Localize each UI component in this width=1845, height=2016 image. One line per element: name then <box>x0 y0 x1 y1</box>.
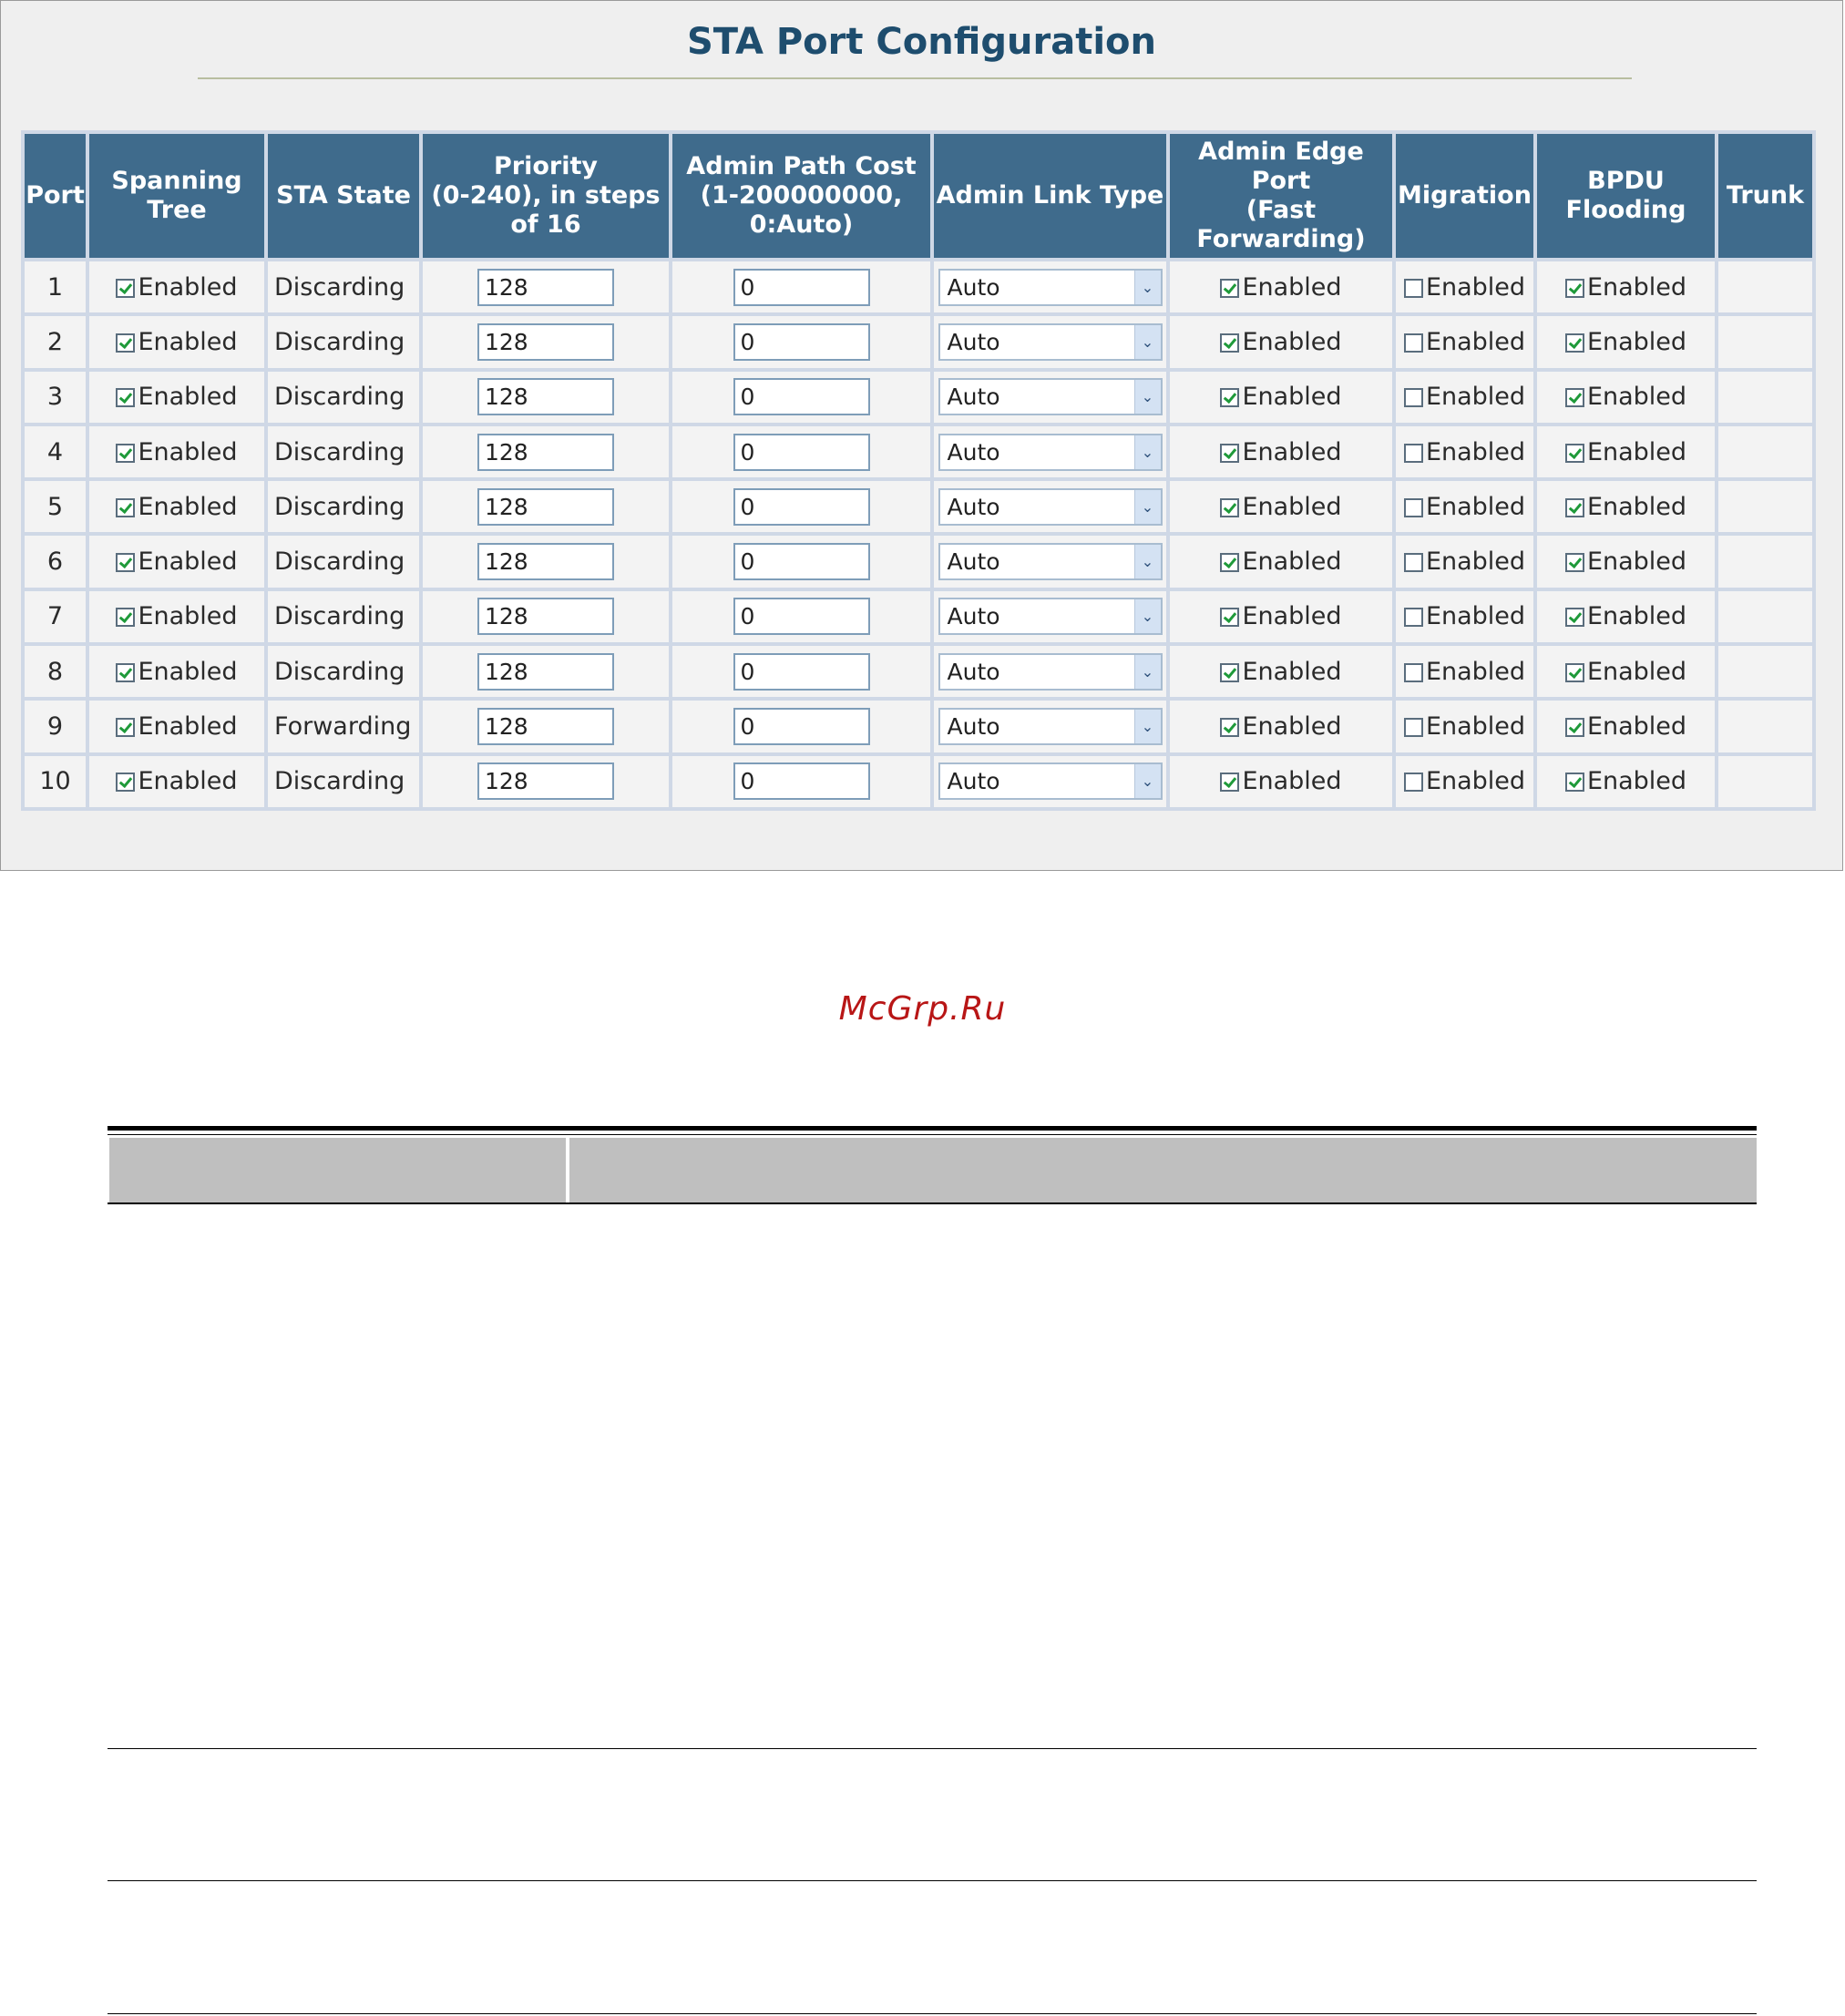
spanning-tree-cell <box>89 591 264 642</box>
path-cost-cell <box>672 591 930 642</box>
bpdu-flooding-cell <box>1537 591 1715 642</box>
link-type-select[interactable] <box>938 543 1163 580</box>
checkbox-icon[interactable] <box>1220 498 1239 517</box>
trunk-cell <box>1718 756 1812 807</box>
link-type-select[interactable] <box>938 708 1163 745</box>
link-type-value: Auto <box>947 328 1000 355</box>
port-cell: 8 <box>25 646 86 697</box>
checkbox-label: Enabled <box>1425 767 1526 796</box>
bpdu-flooding-cell <box>1537 261 1715 312</box>
path-cost-cell <box>672 316 930 367</box>
path-cost-input[interactable]: 0 <box>733 708 870 745</box>
checkbox-label: Enabled <box>138 437 238 466</box>
priority-input[interactable]: 128 <box>477 598 614 635</box>
checkbox-label: Enabled <box>1242 712 1342 742</box>
checkbox-label: Enabled <box>1425 712 1526 742</box>
checkbox-icon[interactable] <box>1220 333 1239 353</box>
checkbox-icon[interactable] <box>1404 498 1423 517</box>
path-cost-input[interactable]: 0 <box>733 378 870 415</box>
link-type-select[interactable] <box>938 323 1163 361</box>
port-cell: 5 <box>25 481 86 532</box>
checkbox-icon[interactable] <box>1565 773 1584 792</box>
column-header <box>25 134 86 258</box>
checkbox-icon[interactable] <box>1404 608 1423 627</box>
path-cost-input[interactable]: 0 <box>733 488 870 526</box>
edge-port-cell <box>1170 536 1392 587</box>
link-type-cell <box>934 701 1166 752</box>
chevron-down-icon[interactable]: ⌄ <box>1134 435 1161 469</box>
trunk-cell <box>1718 701 1812 752</box>
table-row <box>25 756 1812 807</box>
priority-cell <box>423 756 669 807</box>
checkbox-label: Enabled <box>1425 547 1526 577</box>
checkbox-label: Enabled <box>138 657 238 686</box>
sta-state-cell: Forwarding <box>268 701 419 752</box>
checkbox-label: Enabled <box>1242 657 1342 686</box>
bpdu-flooding-cell <box>1537 646 1715 697</box>
column-header-line: BPDU <box>1587 167 1665 195</box>
link-type-value: Auto <box>947 438 1000 466</box>
port-cell: 9 <box>25 701 86 752</box>
checkbox-label: Enabled <box>1586 327 1687 356</box>
port-cell: 2 <box>25 316 86 367</box>
edge-port-cell <box>1170 701 1392 752</box>
checkbox-label: Enabled <box>1586 437 1687 466</box>
link-type-select[interactable] <box>938 653 1163 691</box>
checkbox-icon[interactable] <box>1220 608 1239 627</box>
checkbox-icon[interactable] <box>116 279 135 298</box>
trunk-cell <box>1718 316 1812 367</box>
checkbox-label: Enabled <box>138 712 238 742</box>
column-header-line: Port <box>1251 167 1311 195</box>
checkbox-icon[interactable] <box>1565 608 1584 627</box>
migration-cell <box>1396 426 1533 477</box>
link-type-cell <box>934 426 1166 477</box>
priority-input[interactable]: 128 <box>477 708 614 745</box>
edge-port-cell <box>1170 316 1392 367</box>
title-divider <box>198 77 1632 79</box>
priority-input[interactable]: 128 <box>477 434 614 471</box>
column-header <box>1718 134 1812 258</box>
trunk-cell <box>1718 261 1812 312</box>
sta-state-cell: Discarding <box>268 756 419 807</box>
trunk-cell <box>1718 372 1812 423</box>
checkbox-icon[interactable] <box>1220 444 1239 463</box>
checkbox-label: Enabled <box>1242 602 1342 631</box>
bpdu-flooding-cell <box>1537 426 1715 477</box>
column-header-line: Trunk <box>1726 181 1805 210</box>
path-cost-cell <box>672 646 930 697</box>
checkbox-icon[interactable] <box>116 773 135 792</box>
priority-input[interactable]: 128 <box>477 323 614 361</box>
checkbox-label: Enabled <box>1242 492 1342 521</box>
trunk-cell <box>1718 646 1812 697</box>
checkbox-label: Enabled <box>1242 437 1342 466</box>
checkbox-label: Enabled <box>138 272 238 302</box>
path-cost-cell <box>672 372 930 423</box>
column-header-line: Priority <box>494 152 598 180</box>
spanning-tree-cell <box>89 756 264 807</box>
table-row <box>25 261 1812 312</box>
migration-cell <box>1396 591 1533 642</box>
table-row <box>25 372 1812 423</box>
column-header <box>1170 134 1392 258</box>
link-type-value: Auto <box>947 658 1000 685</box>
checkbox-icon[interactable] <box>116 553 135 572</box>
checkbox-label: Enabled <box>1586 602 1687 631</box>
column-header <box>1537 134 1715 258</box>
edge-port-cell <box>1170 756 1392 807</box>
path-cost-input[interactable]: 0 <box>733 598 870 635</box>
column-header-line: (1-200000000, <box>700 181 903 210</box>
path-cost-cell <box>672 756 930 807</box>
doc-table-top-rule-thin <box>108 1134 1757 1135</box>
path-cost-cell <box>672 481 930 532</box>
migration-cell <box>1396 261 1533 312</box>
doc-table-row-divider <box>108 2013 1757 2014</box>
checkbox-label: Enabled <box>1425 383 1526 412</box>
checkbox-label: Enabled <box>1242 767 1342 796</box>
table-row <box>25 646 1812 697</box>
table-row <box>25 481 1812 532</box>
edge-port-cell <box>1170 261 1392 312</box>
link-type-cell <box>934 261 1166 312</box>
column-header-line: (Fast <box>1245 196 1317 224</box>
doc-table-header-rule <box>108 1202 1757 1204</box>
priority-input[interactable]: 128 <box>477 762 614 800</box>
sta-state-cell: Discarding <box>268 316 419 367</box>
spanning-tree-cell <box>89 372 264 423</box>
path-cost-input[interactable]: 0 <box>733 269 870 306</box>
priority-input[interactable]: 128 <box>477 653 614 691</box>
column-header <box>934 134 1166 258</box>
checkbox-label: Enabled <box>138 492 238 521</box>
link-type-cell <box>934 481 1166 532</box>
path-cost-input[interactable]: 0 <box>733 434 870 471</box>
table-body <box>25 261 1812 807</box>
column-header <box>268 134 419 258</box>
checkbox-icon[interactable] <box>1220 279 1239 298</box>
checkbox-icon[interactable] <box>116 608 135 627</box>
chevron-down-icon[interactable]: ⌄ <box>1134 325 1161 359</box>
checkbox-label: Enabled <box>1425 657 1526 686</box>
path-cost-cell <box>672 426 930 477</box>
checkbox-label: Enabled <box>1425 327 1526 356</box>
port-cell: 1 <box>25 261 86 312</box>
column-header <box>1396 134 1533 258</box>
checkbox-label: Enabled <box>1586 767 1687 796</box>
checkbox-icon[interactable] <box>1404 444 1423 463</box>
trunk-cell <box>1718 426 1812 477</box>
chevron-down-icon[interactable]: ⌄ <box>1134 599 1161 633</box>
edge-port-cell <box>1170 591 1392 642</box>
priority-input[interactable]: 128 <box>477 488 614 526</box>
bpdu-flooding-cell <box>1537 756 1715 807</box>
doc-header-cell-description <box>569 1138 1757 1202</box>
link-type-value: Auto <box>947 493 1000 520</box>
link-type-cell <box>934 372 1166 423</box>
priority-input[interactable]: 128 <box>477 269 614 306</box>
table-row <box>25 536 1812 587</box>
path-cost-input[interactable]: 0 <box>733 762 870 800</box>
path-cost-cell <box>672 536 930 587</box>
migration-cell <box>1396 536 1533 587</box>
column-header-line: Admin Edge <box>1198 138 1364 166</box>
path-cost-input[interactable]: 0 <box>733 323 870 361</box>
watermark-text: McGrp.Ru <box>838 990 1007 1028</box>
bpdu-flooding-cell <box>1537 316 1715 367</box>
checkbox-icon[interactable] <box>1220 773 1239 792</box>
port-cell: 4 <box>25 426 86 477</box>
sta-state-cell: Discarding <box>268 261 419 312</box>
checkbox-label: Enabled <box>1586 712 1687 742</box>
column-header-line: Admin Link Type <box>936 181 1164 210</box>
column-header <box>89 134 264 258</box>
checkbox-icon[interactable] <box>1565 553 1584 572</box>
column-header <box>423 134 669 258</box>
table-row <box>25 316 1812 367</box>
checkbox-label: Enabled <box>1242 547 1342 577</box>
checkbox-label: Enabled <box>138 383 238 412</box>
spanning-tree-cell <box>89 646 264 697</box>
path-cost-cell <box>672 261 930 312</box>
checkbox-label: Enabled <box>138 767 238 796</box>
link-type-select[interactable] <box>938 488 1163 526</box>
checkbox-label: Enabled <box>1425 437 1526 466</box>
port-cell: 7 <box>25 591 86 642</box>
port-cell: 6 <box>25 536 86 587</box>
column-header-line: Port <box>26 181 85 210</box>
checkbox-icon[interactable] <box>1565 279 1584 298</box>
trunk-cell <box>1718 536 1812 587</box>
doc-table-top-rule <box>108 1126 1757 1131</box>
link-type-value: Auto <box>947 273 1000 301</box>
migration-cell <box>1396 646 1533 697</box>
column-header-line: STA State <box>276 181 411 210</box>
migration-cell <box>1396 316 1533 367</box>
priority-cell <box>423 316 669 367</box>
path-cost-cell <box>672 701 930 752</box>
link-type-value: Auto <box>947 384 1000 411</box>
chevron-down-icon[interactable]: ⌄ <box>1134 710 1161 743</box>
checkbox-icon[interactable] <box>116 718 135 737</box>
checkbox-icon[interactable] <box>1565 498 1584 517</box>
checkbox-icon[interactable] <box>1404 663 1423 682</box>
checkbox-label: Enabled <box>1586 657 1687 686</box>
checkbox-icon[interactable] <box>1565 333 1584 353</box>
priority-cell <box>423 372 669 423</box>
checkbox-label: Enabled <box>1242 383 1342 412</box>
checkbox-label: Enabled <box>138 547 238 577</box>
trunk-cell <box>1718 481 1812 532</box>
chevron-down-icon[interactable]: ⌄ <box>1134 271 1161 304</box>
sta-port-table <box>21 130 1816 811</box>
checkbox-label: Enabled <box>1425 602 1526 631</box>
table-header-row <box>25 134 1812 258</box>
column-header-line: Tree <box>147 196 207 224</box>
checkbox-icon[interactable] <box>1404 333 1423 353</box>
checkbox-icon[interactable] <box>1404 718 1423 737</box>
checkbox-label: Enabled <box>1425 492 1526 521</box>
doc-header-cell-field <box>109 1138 566 1202</box>
bpdu-flooding-cell <box>1537 372 1715 423</box>
sta-state-cell: Discarding <box>268 426 419 477</box>
link-type-select[interactable] <box>938 598 1163 635</box>
checkbox-label: Enabled <box>1242 272 1342 302</box>
priority-cell <box>423 646 669 697</box>
checkbox-label: Enabled <box>1586 383 1687 412</box>
chevron-down-icon[interactable]: ⌄ <box>1134 380 1161 414</box>
trunk-cell <box>1718 591 1812 642</box>
chevron-down-icon[interactable]: ⌄ <box>1134 655 1161 689</box>
spanning-tree-cell <box>89 536 264 587</box>
table-row <box>25 701 1812 752</box>
checkbox-icon[interactable] <box>1220 663 1239 682</box>
table-row <box>25 426 1812 477</box>
edge-port-cell <box>1170 426 1392 477</box>
checkbox-icon[interactable] <box>116 663 135 682</box>
sta-state-cell: Discarding <box>268 591 419 642</box>
checkbox-icon[interactable] <box>116 444 135 463</box>
column-header-line: of 16 <box>510 210 581 239</box>
link-type-cell <box>934 591 1166 642</box>
priority-cell <box>423 591 669 642</box>
column-header-line: Forwarding) <box>1196 225 1366 253</box>
checkbox-label: Enabled <box>1586 272 1687 302</box>
page-title: STA Port Configuration <box>686 21 1157 63</box>
checkbox-label: Enabled <box>138 602 238 631</box>
checkbox-label: Enabled <box>1242 327 1342 356</box>
checkbox-icon[interactable] <box>1565 444 1584 463</box>
port-cell: 10 <box>25 756 86 807</box>
column-header <box>672 134 930 258</box>
link-type-cell <box>934 646 1166 697</box>
checkbox-icon[interactable] <box>1404 773 1423 792</box>
column-header-line: (0-240), in steps <box>431 181 661 210</box>
sta-state-cell: Discarding <box>268 646 419 697</box>
path-cost-input[interactable]: 0 <box>733 543 870 580</box>
checkbox-icon[interactable] <box>1565 718 1584 737</box>
checkbox-icon[interactable] <box>1220 553 1239 572</box>
column-header-line: Spanning <box>111 167 242 195</box>
path-cost-input[interactable]: 0 <box>733 653 870 691</box>
checkbox-icon[interactable] <box>1220 718 1239 737</box>
checkbox-label: Enabled <box>138 327 238 356</box>
chevron-down-icon[interactable]: ⌄ <box>1134 545 1161 578</box>
link-type-cell <box>934 756 1166 807</box>
spanning-tree-cell <box>89 261 264 312</box>
column-header-line: Migration <box>1398 181 1532 210</box>
spanning-tree-cell <box>89 316 264 367</box>
migration-cell <box>1396 481 1533 532</box>
column-header-line: Admin Path Cost <box>686 152 917 180</box>
priority-cell <box>423 536 669 587</box>
chevron-down-icon[interactable]: ⌄ <box>1134 490 1161 524</box>
link-type-value: Auto <box>947 768 1000 795</box>
priority-input[interactable]: 128 <box>477 378 614 415</box>
doc-table-row-divider <box>108 1748 1757 1749</box>
column-header-line: Flooding <box>1565 196 1686 224</box>
link-type-select[interactable] <box>938 269 1163 306</box>
port-cell: 3 <box>25 372 86 423</box>
link-type-value: Auto <box>947 548 1000 576</box>
priority-cell <box>423 426 669 477</box>
edge-port-cell <box>1170 481 1392 532</box>
checkbox-icon[interactable] <box>116 498 135 517</box>
edge-port-cell <box>1170 646 1392 697</box>
migration-cell <box>1396 756 1533 807</box>
table-row <box>25 591 1812 642</box>
doc-table-row-divider <box>108 1880 1757 1881</box>
spanning-tree-cell <box>89 701 264 752</box>
checkbox-icon[interactable] <box>1565 663 1584 682</box>
checkbox-label: Enabled <box>1425 272 1526 302</box>
checkbox-icon[interactable] <box>1404 388 1423 407</box>
sta-port-config-panel <box>0 0 1843 871</box>
sta-state-cell: Discarding <box>268 481 419 532</box>
checkbox-label: Enabled <box>1586 547 1687 577</box>
chevron-down-icon[interactable]: ⌄ <box>1134 764 1161 798</box>
checkbox-icon[interactable] <box>1404 553 1423 572</box>
link-type-cell <box>934 536 1166 587</box>
priority-input[interactable]: 128 <box>477 543 614 580</box>
link-type-select[interactable] <box>938 434 1163 471</box>
bpdu-flooding-cell <box>1537 536 1715 587</box>
link-type-value: Auto <box>947 713 1000 741</box>
spanning-tree-cell <box>89 426 264 477</box>
migration-cell <box>1396 372 1533 423</box>
bpdu-flooding-cell <box>1537 701 1715 752</box>
checkbox-label: Enabled <box>1586 492 1687 521</box>
checkbox-icon[interactable] <box>116 388 135 407</box>
sta-state-cell: Discarding <box>268 372 419 423</box>
checkbox-icon[interactable] <box>116 333 135 353</box>
migration-cell <box>1396 701 1533 752</box>
priority-cell <box>423 481 669 532</box>
checkbox-icon[interactable] <box>1220 388 1239 407</box>
checkbox-icon[interactable] <box>1404 279 1423 298</box>
link-type-select[interactable] <box>938 378 1163 415</box>
link-type-select[interactable] <box>938 762 1163 800</box>
bpdu-flooding-cell <box>1537 481 1715 532</box>
doc-table-header <box>109 1138 1757 1202</box>
column-header-line: 0:Auto) <box>749 210 854 239</box>
spanning-tree-cell <box>89 481 264 532</box>
sta-state-cell: Discarding <box>268 536 419 587</box>
checkbox-icon[interactable] <box>1565 388 1584 407</box>
priority-cell <box>423 261 669 312</box>
edge-port-cell <box>1170 372 1392 423</box>
priority-cell <box>423 701 669 752</box>
link-type-value: Auto <box>947 603 1000 630</box>
link-type-cell <box>934 316 1166 367</box>
